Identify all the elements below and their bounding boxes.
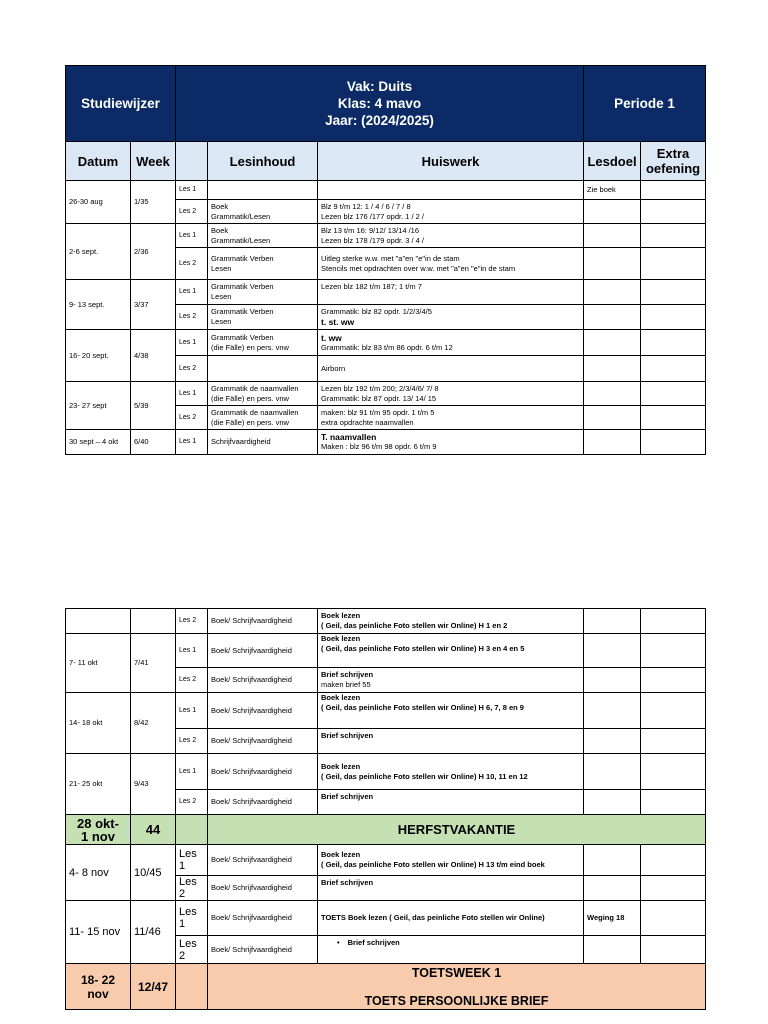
- huiswerk-cell: [318, 668, 584, 693]
- les-cell: Les 1: [176, 280, 208, 305]
- les-cell: Les 1: [176, 330, 208, 356]
- huiswerk-text: Grammatik: blz 83 t/m 86 opdr. 6 t/m 12: [321, 342, 453, 352]
- extra-cell: [641, 356, 706, 382]
- lesdoel-cell: [584, 754, 641, 790]
- extra-cell: [641, 876, 706, 901]
- lesinhoud-cell: Boek/ Schrijfvaardigheid: [208, 936, 318, 964]
- klas-label: Klas: 4 mavo: [337, 96, 422, 111]
- studiewijzer-title: Studiewijzer: [66, 66, 176, 142]
- datum-cell: 26-30 aug: [66, 181, 131, 224]
- datum-cell: 16- 20 sept.: [66, 330, 131, 382]
- huiswerk-cell: Blz 13 t/m 16: 9/12/ 13/14 /16 Lezen blz 178 /179 opdr. 3 / 4 /: [318, 224, 584, 248]
- vak-label: Vak: Duits: [346, 79, 413, 94]
- extra-cell: [641, 693, 706, 729]
- week-cell: 8/42: [131, 693, 176, 754]
- extra-cell: [641, 790, 706, 815]
- periode-label: Periode 1: [584, 66, 706, 142]
- les-cell: Les 2: [176, 936, 208, 964]
- week-cell: 4/38: [131, 330, 176, 382]
- table-row: [66, 845, 706, 876]
- lesdoel-cell: [584, 729, 641, 754]
- huiswerk-cell: Boek lezen ( Geil, das peinliche Foto stellen wir Online) H 1 en 2: [318, 609, 584, 634]
- lesinhoud-cell: Boek/ Schrijfvaardigheid: [208, 634, 318, 668]
- table-row: [66, 181, 706, 200]
- lesinhoud-cell: Boek/ Schrijfvaardigheid: [208, 729, 318, 754]
- lesinhoud-cell: Grammatik Verben Lesen: [208, 305, 318, 330]
- huiswerk-cell: Blz 9 t/m 12: 1 / 4 / 6 / 7 / 8 Lezen blz 176 /177 opdr. 1 / 2 /: [318, 200, 584, 224]
- lesdoel-cell: [584, 634, 641, 668]
- huiswerk-cell: TOETS Boek lezen ( Geil, das peinliche Foto stellen wir Online): [318, 901, 584, 936]
- datum-cell: 11- 15 nov: [66, 901, 131, 964]
- lesdoel-cell: Zie boek: [584, 181, 641, 200]
- table-row: [66, 280, 706, 305]
- vacation-label: HERFSTVAKANTIE: [208, 815, 706, 845]
- les-cell: Les 2: [176, 200, 208, 224]
- huiswerk-bold-text: t. ww: [321, 332, 342, 343]
- extra-cell: [641, 729, 706, 754]
- extra-cell: [641, 754, 706, 790]
- extra-cell: [641, 330, 706, 356]
- les-cell: [176, 964, 208, 1010]
- week-cell: 3/37: [131, 280, 176, 330]
- lesdoel-cell: [584, 693, 641, 729]
- huiswerk-cell: Airborn: [318, 356, 584, 382]
- table-row: [66, 224, 706, 248]
- lesdoel-cell: [584, 845, 641, 876]
- col-week: Week: [131, 142, 176, 181]
- lesinhoud-cell: Schrijfvaardigheid: [208, 430, 318, 455]
- col-empty: [176, 142, 208, 181]
- table-row: [66, 430, 706, 455]
- week-cell: 11/46: [131, 901, 176, 964]
- lesinhoud-cell: Boek/ Schrijfvaardigheid: [208, 876, 318, 901]
- les-cell: Les 1: [176, 693, 208, 729]
- extra-cell: [641, 248, 706, 280]
- les-cell: Les 1: [176, 224, 208, 248]
- extra-cell: [641, 901, 706, 936]
- lesinhoud-cell: Grammatik de naamvallen (die Fälle) en pers. vnw: [208, 382, 318, 406]
- lesdoel-cell: [584, 668, 641, 693]
- datum-cell: 30 sept – 4 okt: [66, 430, 131, 455]
- col-extra: Extra oefening: [641, 142, 706, 181]
- lesdoel-cell: [584, 330, 641, 356]
- week-cell: 5/39: [131, 382, 176, 430]
- table-row: [66, 634, 706, 668]
- les-cell: [176, 815, 208, 845]
- vacation-row: [66, 815, 706, 845]
- datum-cell: 4- 8 nov: [66, 845, 131, 901]
- les-cell: Les 2: [176, 876, 208, 901]
- table-row: [66, 693, 706, 729]
- lesinhoud-cell: [208, 356, 318, 382]
- test-week-row: [66, 964, 706, 1010]
- extra-cell: [641, 634, 706, 668]
- les-cell: Les 1: [176, 382, 208, 406]
- extra-cell: [641, 224, 706, 248]
- huiswerk-cell: maken: blz 91 t/m 95 opdr. 1 t/m 5 extra opdrachte naamvallen: [318, 406, 584, 430]
- huiswerk-cell: Boek lezen ( Geil, das peinliche Foto stellen wir Online) H 10, 11 en 12: [318, 754, 584, 790]
- lesdoel-cell: [584, 382, 641, 406]
- header-row: [66, 66, 706, 142]
- huiswerk-bold-text: T. naamvallen: [321, 432, 377, 442]
- huiswerk-text: Grammatik: blz 82 opdr. 1/2/3/4/5: [321, 307, 432, 316]
- huiswerk-cell: [318, 430, 584, 455]
- lesinhoud-cell: Boek/ Schrijfvaardigheid: [208, 845, 318, 876]
- col-huiswerk: Huiswerk: [318, 142, 584, 181]
- datum-cell: 28 okt- 1 nov: [66, 815, 131, 845]
- col-lesinhoud: Lesinhoud: [208, 142, 318, 181]
- lesdoel-cell: [584, 790, 641, 815]
- lesinhoud-cell: Boek/ Schrijfvaardigheid: [208, 609, 318, 634]
- lesdoel-cell: [584, 305, 641, 330]
- lesdoel-cell: [584, 248, 641, 280]
- les-cell: Les 2: [176, 356, 208, 382]
- lesinhoud-cell: Grammatik de naamvallen (die Fälle) en pers. vnw: [208, 406, 318, 430]
- huiswerk-text: maken brief 55: [321, 680, 371, 689]
- les-cell: Les 2: [176, 790, 208, 815]
- huiswerk-bold-text: t. st. ww: [321, 317, 355, 327]
- extra-cell: [641, 305, 706, 330]
- datum-cell: 9- 13 sept.: [66, 280, 131, 330]
- week-cell: 6/40: [131, 430, 176, 455]
- lesdoel-cell: [584, 876, 641, 901]
- lesdoel-cell: [584, 936, 641, 964]
- lesinhoud-cell: Boek/ Schrijfvaardigheid: [208, 754, 318, 790]
- huiswerk-cell: Lezen blz 182 t/m 187; 1 t/m 7: [318, 280, 584, 305]
- table-row: [66, 901, 706, 936]
- col-datum: Datum: [66, 142, 131, 181]
- lesinhoud-cell: Boek/ Schrijfvaardigheid: [208, 790, 318, 815]
- datum-cell: [66, 609, 131, 634]
- table-row: [66, 609, 706, 634]
- table-row: [66, 382, 706, 406]
- les-cell: Les 1: [176, 901, 208, 936]
- huiswerk-cell: Lezen blz 192 t/m 200; 2/3/4/6/ 7/ 8 Grammatik: blz 87 opdr. 13/ 14/ 15: [318, 382, 584, 406]
- lesinhoud-cell: Boek Grammatik/Lesen: [208, 224, 318, 248]
- test-week-subtitle: TOETS PERSOONLIJKE BRIEF: [364, 993, 549, 1008]
- les-cell: Les 1: [176, 430, 208, 455]
- extra-cell: [641, 382, 706, 406]
- huiswerk-cell: [318, 305, 584, 330]
- week-cell: 12/47: [131, 964, 176, 1010]
- les-cell: Les 2: [176, 406, 208, 430]
- week-cell: 2/36: [131, 224, 176, 280]
- table-row: [66, 330, 706, 356]
- les-cell: Les 2: [176, 305, 208, 330]
- column-header-row: [66, 142, 706, 181]
- week-cell: 7/41: [131, 634, 176, 693]
- schedule-table-continued: [65, 608, 706, 1010]
- week-cell: 1/35: [131, 181, 176, 224]
- extra-cell: [641, 609, 706, 634]
- les-cell: Les 1: [176, 845, 208, 876]
- datum-cell: 2-6 sept.: [66, 224, 131, 280]
- week-cell: 10/45: [131, 845, 176, 901]
- les-cell: Les 2: [176, 609, 208, 634]
- datum-cell: 23- 27 sept: [66, 382, 131, 430]
- les-cell: Les 2: [176, 248, 208, 280]
- huiswerk-cell: [318, 936, 584, 964]
- huiswerk-cell: Boek lezen ( Geil, das peinliche Foto stellen wir Online) H 3 en 4 en 5: [318, 634, 584, 668]
- lesdoel-cell: [584, 356, 641, 382]
- week-cell: 44: [131, 815, 176, 845]
- lesdoel-cell: [584, 280, 641, 305]
- datum-cell: 14- 18 okt: [66, 693, 131, 754]
- extra-cell: [641, 430, 706, 455]
- lesinhoud-cell: Grammatik Verben (die Fälle) en pers. vnw: [208, 330, 318, 356]
- les-cell: Les 1: [176, 634, 208, 668]
- les-cell: Les 2: [176, 668, 208, 693]
- week-cell: [131, 609, 176, 634]
- extra-cell: [641, 280, 706, 305]
- course-info: [176, 66, 584, 142]
- huiswerk-bold-text: Brief schrijven: [321, 670, 374, 679]
- extra-cell: [641, 200, 706, 224]
- huiswerk-cell: Boek lezen ( Geil, das peinliche Foto stellen wir Online) H 13 t/m eind boek: [318, 845, 584, 876]
- lesinhoud-cell: Boek Grammatik/Lesen: [208, 200, 318, 224]
- jaar-label: Jaar: (2024/2025): [325, 113, 434, 128]
- lesdoel-cell: [584, 224, 641, 248]
- datum-cell: 7- 11 okt: [66, 634, 131, 693]
- table-row: [66, 754, 706, 790]
- col-lesdoel: Lesdoel: [584, 142, 641, 181]
- huiswerk-cell: Brief schrijven: [318, 790, 584, 815]
- lesdoel-cell: Weging 18: [584, 901, 641, 936]
- les-cell: Les 1: [176, 754, 208, 790]
- lesdoel-cell: [584, 609, 641, 634]
- lesinhoud-cell: Grammatik Verben Lesen: [208, 248, 318, 280]
- extra-cell: [641, 845, 706, 876]
- lesdoel-cell: [584, 200, 641, 224]
- huiswerk-cell: [318, 181, 584, 200]
- lesinhoud-cell: Boek/ Schrijfvaardigheid: [208, 693, 318, 729]
- huiswerk-cell: Brief schrijven: [318, 876, 584, 901]
- huiswerk-cell: Brief schrijven: [318, 729, 584, 754]
- huiswerk-text: Maken : blz 96 t/m 98 opdr. 6 t/m 9: [321, 442, 437, 451]
- lesinhoud-cell: [208, 181, 318, 200]
- week-cell: 9/43: [131, 754, 176, 815]
- huiswerk-bold-text: • Brief schrijven: [321, 938, 400, 947]
- extra-cell: [641, 181, 706, 200]
- lesinhoud-cell: Boek/ Schrijfvaardigheid: [208, 668, 318, 693]
- huiswerk-cell: Boek lezen ( Geil, das peinliche Foto stellen wir Online) H 6, 7, 8 en 9: [318, 693, 584, 729]
- lesinhoud-cell: Grammatik Verben Lesen: [208, 280, 318, 305]
- test-week-title: TOETSWEEK 1: [411, 965, 502, 980]
- extra-cell: [641, 668, 706, 693]
- lesdoel-cell: [584, 430, 641, 455]
- datum-cell: 21- 25 okt: [66, 754, 131, 815]
- les-cell: Les 1: [176, 181, 208, 200]
- huiswerk-cell: Uitleg sterke w.w. met "a"en "e"in de stam Stencils met opdrachten over w.w. met "a"en "e"in de stam: [318, 248, 584, 280]
- lesdoel-cell: [584, 406, 641, 430]
- lesinhoud-cell: Boek/ Schrijfvaardigheid: [208, 901, 318, 936]
- extra-cell: [641, 406, 706, 430]
- test-week-label: [208, 964, 706, 1010]
- huiswerk-cell: [318, 330, 584, 356]
- extra-cell: [641, 936, 706, 964]
- datum-cell: 18- 22 nov: [66, 964, 131, 1010]
- schedule-table-period-1: [65, 65, 706, 455]
- les-cell: Les 2: [176, 729, 208, 754]
